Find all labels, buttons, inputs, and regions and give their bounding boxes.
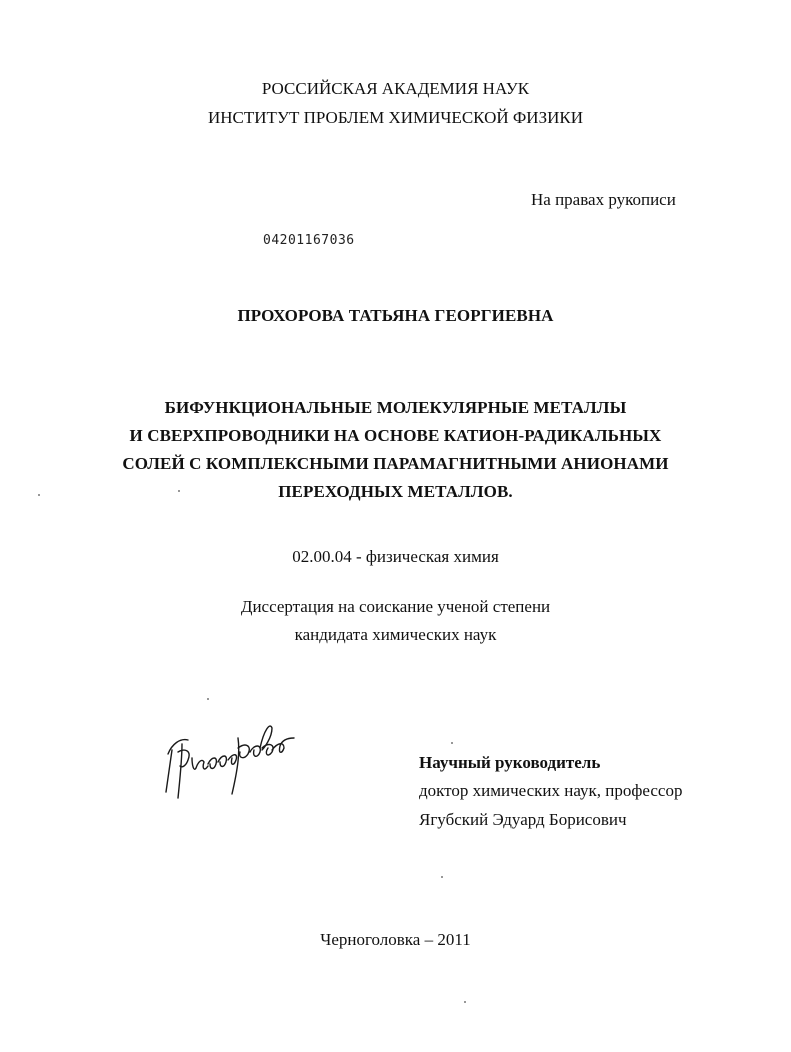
author-signature	[158, 708, 298, 810]
scan-speck	[451, 742, 453, 744]
city-year: Черноголовка – 2011	[320, 930, 471, 949]
advisor-title: доктор химических наук, профессор	[419, 781, 683, 800]
institute-name: ИНСТИТУТ ПРОБЛЕМ ХИМИЧЕСКОЙ ФИЗИКИ	[208, 108, 583, 127]
title-line: ПЕРЕХОДНЫХ МЕТАЛЛОВ.	[278, 482, 513, 501]
manuscript-rights: На правах рукописи	[531, 190, 676, 209]
title-line: СОЛЕЙ С КОМПЛЕКСНЫМИ ПАРАМАГНИТНЫМИ АНИОНАМИ	[122, 454, 669, 473]
specialty: 02.00.04 - физическая химия	[292, 547, 499, 566]
advisor-heading: Научный руководитель	[419, 753, 601, 772]
dissertation-line-2: кандидата химических наук	[294, 625, 497, 644]
advisor-name: Ягубский Эдуард Борисович	[419, 810, 627, 829]
scan-speck	[207, 698, 209, 700]
title-line: И СВЕРХПРОВОДНИКИ НА ОСНОВЕ КАТИОН-РАДИКАЛЬНЫХ	[129, 426, 662, 445]
title-line: БИФУНКЦИОНАЛЬНЫЕ МОЛЕКУЛЯРНЫЕ МЕТАЛЛЫ	[164, 398, 627, 417]
scan-speck	[178, 490, 180, 492]
author-name: ПРОХОРОВА ТАТЬЯНА ГЕОРГИЕВНА	[237, 306, 554, 325]
registry-number: 04201167036	[263, 233, 355, 248]
scan-speck	[38, 494, 40, 496]
dissertation-line-1: Диссертация на соискание ученой степени	[240, 597, 551, 616]
scan-speck	[441, 876, 443, 878]
academy-name: РОССИЙСКАЯ АКАДЕМИЯ НАУК	[261, 79, 530, 98]
scan-speck	[464, 1001, 466, 1003]
